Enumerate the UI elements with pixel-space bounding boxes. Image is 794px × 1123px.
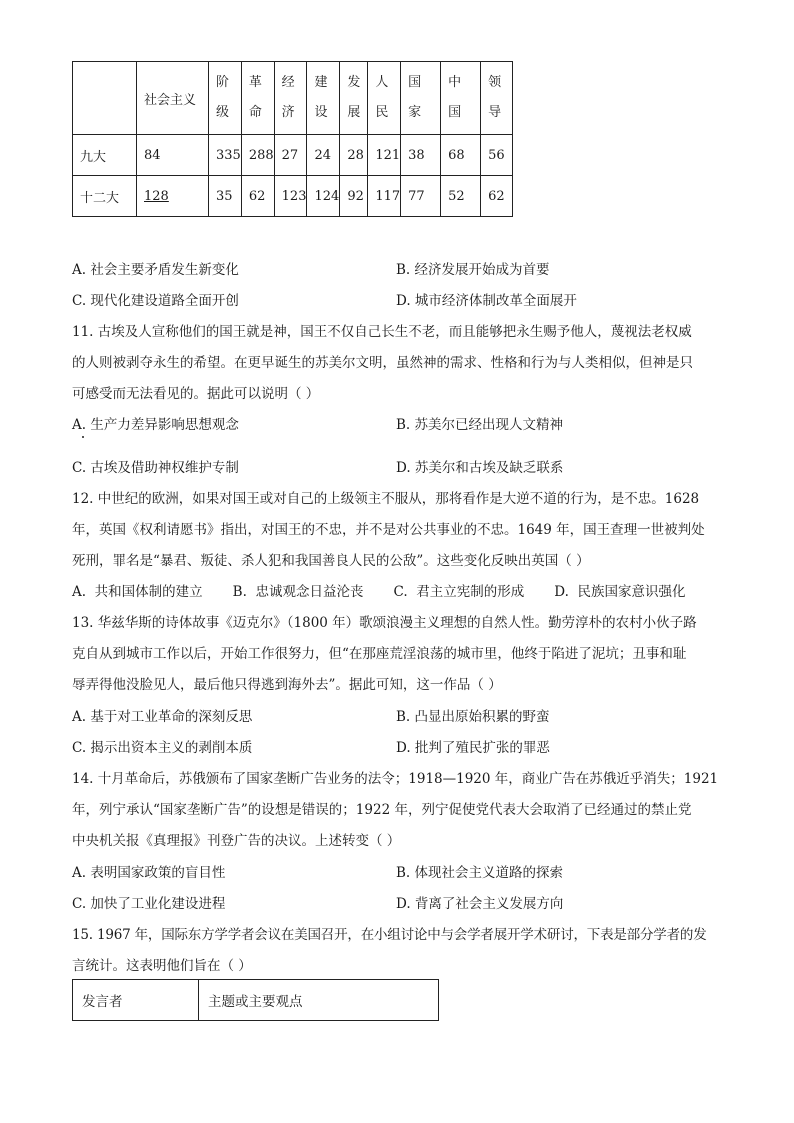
q13-option-c: C. 揭示出资本主义的剥削本质 — [72, 740, 253, 756]
q11-option-d: D. 苏美尔和古埃及缺乏联系 — [396, 460, 564, 476]
q14-option-d: D. 背离了社会主义发展方向 — [396, 896, 564, 912]
q11-text-line: 的人则被剥夺永生的希望。在更早诞生的苏美尔文明，虽然神的需求、性格和行为与人类相似，但神是只 — [72, 355, 693, 371]
q11-option-c: C. 古埃及借助神权维护专制 — [72, 460, 239, 476]
q13-text-line: 克自从到城市工作以后，开始工作很努力，但“在那座荒淫浪荡的城市里，他终于陷进了泥坑；丑事和耻 — [72, 646, 687, 662]
table-cell: 288 — [241, 135, 274, 176]
table-header-cell: 建 设 — [307, 62, 340, 135]
table-header-cell: 中 国 — [441, 62, 481, 135]
table-header-cell: 领 导 — [481, 62, 513, 135]
table-header-cell: 发言者 — [73, 980, 199, 1021]
q12-text-line: 死刑，罪名是“暴君、叛徒、杀人犯和我国善良人民的公敌”。这些变化反映出英国（ ） — [72, 553, 590, 569]
q13-text-line: 辱弄得他没脸见人，最后他只得逃到海外去”。据此可知，这一作品（ ） — [72, 677, 502, 693]
q11-option-a: A. 生产力差异影响思想观念 — [72, 417, 239, 433]
speaker-table — [72, 979, 439, 1021]
q15-text-line: 15. 1967 年，国际东方学学者会议在美国召开，在小组讨论中与会学者展开学术研讨，下表是部分学者的发 — [72, 927, 707, 943]
table-cell: 92 — [340, 176, 368, 217]
table-cell: 128 — [137, 176, 209, 217]
q10-option-b: B. 经济发展开始成为首要 — [396, 262, 550, 278]
table-cell: 38 — [401, 135, 441, 176]
q14-text-line: 14. 十月革命后，苏俄颁布了国家垄断广告业务的法令；1918—1920 年，商业广告在苏俄近乎消失；1921 — [72, 771, 719, 787]
table-cell: 24 — [307, 135, 340, 176]
q12-text-line: 12. 中世纪的欧洲，如果对国王或对自己的上级领主不服从，那将看作是大逆不道的行为，是不忠。1628 — [72, 491, 700, 507]
q14-text-line: 年，列宁承认“国家垄断广告”的设想是错误的；1922 年，列宁促使党代表大会取消了已经通过的禁止党 — [72, 802, 692, 818]
table-row — [73, 176, 513, 217]
table-cell: 84 — [137, 135, 209, 176]
table-header-cell: 经 济 — [274, 62, 307, 135]
q13-text-line: 13. 华兹华斯的诗体故事《迈克尔》（1800 年）歌颂浪漫主义理想的自然人性。勤劳淳朴的农村小伙子路 — [72, 615, 697, 631]
table-cell: 62 — [241, 176, 274, 217]
table-row — [73, 135, 513, 176]
table-cell: 77 — [401, 176, 441, 217]
q11-option-b: B. 苏美尔已经出现人文精神 — [396, 417, 564, 433]
q10-option-d: D. 城市经济体制改革全面展开 — [396, 293, 577, 309]
q11-text-line: 11. 古埃及人宣称他们的国王就是神，国王不仅自己长生不老，而且能够把永生赐予他人，蔑视法老权威 — [72, 324, 692, 340]
table-header-cell: 国 家 — [401, 62, 441, 135]
table-cell: 121 — [368, 135, 401, 176]
q13-option-d: D. 批判了殖民扩张的罪恶 — [396, 740, 550, 756]
word-frequency-table — [72, 61, 513, 217]
table-cell: 62 — [481, 176, 513, 217]
table-header-row — [73, 62, 513, 135]
table-cell: 十二大 — [73, 176, 137, 217]
stray-mark — [82, 436, 84, 438]
q14-option-a: A. 表明国家政策的盲目性 — [72, 865, 226, 881]
q11-text-line: 可感受而无法看见的。据此可以说明（ ） — [72, 386, 320, 402]
q10-option-a: A. 社会主要矛盾发生新变化 — [72, 262, 239, 278]
table-header-cell: 主题或主要观点 — [199, 980, 439, 1021]
table-cell: 123 — [274, 176, 307, 217]
table-header-cell: 发 展 — [340, 62, 368, 135]
table-header-cell: 革 命 — [241, 62, 274, 135]
table-cell: 335 — [209, 135, 242, 176]
q12-options: A. 共和国体制的建立 B. 忠诚观念日益沦丧 C. 君主立宪制的形成 D. 民族国家意识强化 — [72, 584, 686, 600]
q13-option-a: A. 基于对工业革命的深刻反思 — [72, 709, 253, 725]
table-header-cell: 社会主义 — [137, 62, 209, 135]
table-cell: 56 — [481, 135, 513, 176]
q12-text-line: 年，英国《权利请愿书》指出，对国王的不忠，并不是对公共事业的不忠。1649 年，国王查理一世被判处 — [72, 522, 705, 538]
table-cell: 117 — [368, 176, 401, 217]
q14-option-b: B. 体现社会主义道路的探索 — [396, 865, 564, 881]
q15-text-line: 言统计。这表明他们旨在（ ） — [72, 958, 252, 974]
q14-text-line: 中央机关报《真理报》刊登广告的决议。上述转变（ ） — [72, 833, 401, 849]
table-header-cell: 阶 级 — [209, 62, 242, 135]
table-cell: 28 — [340, 135, 368, 176]
table-cell: 27 — [274, 135, 307, 176]
table-cell: 124 — [307, 176, 340, 217]
table-cell: 68 — [441, 135, 481, 176]
q13-option-b: B. 凸显出原始积累的野蛮 — [396, 709, 550, 725]
q14-option-c: C. 加快了工业化建设进程 — [72, 896, 226, 912]
table-cell: 九大 — [73, 135, 137, 176]
table-cell: 52 — [441, 176, 481, 217]
table-cell: 35 — [209, 176, 242, 217]
q10-option-c: C. 现代化建设道路全面开创 — [72, 293, 239, 309]
table-header-cell — [73, 62, 137, 135]
table-header-row — [73, 980, 439, 1021]
table-header-cell: 人 民 — [368, 62, 401, 135]
